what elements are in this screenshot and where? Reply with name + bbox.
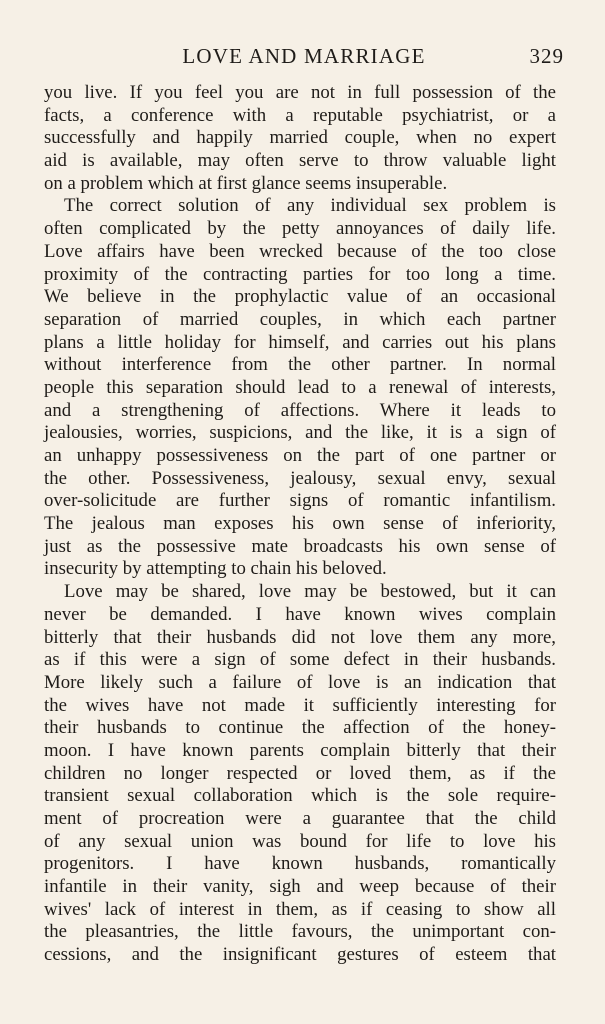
- text-line: of any sexual union was bound for life to love his: [44, 830, 556, 852]
- text-line: The correct solution of any individual sex problem is: [64, 195, 556, 217]
- text-line: without interference from the other partner. In normal: [44, 354, 556, 376]
- text-line: over-solicitude are further signs of romantic infantilism.: [44, 490, 556, 512]
- text-line: as if this were a sign of some defect in their husbands.: [44, 649, 556, 671]
- text-line: children no longer respected or loved them, as if the: [44, 762, 556, 784]
- text-line: an unhappy possessiveness on the part of one partner or: [44, 445, 556, 466]
- text-line: proximity of the contracting parties for too long a time.: [44, 263, 556, 285]
- body-text: [44, 82, 556, 967]
- text-line: infantile in their vanity, sigh and weep because of their: [44, 876, 556, 898]
- running-head: [44, 44, 564, 74]
- text-line: ment of procreation were a guarantee that the child: [44, 808, 556, 829]
- text-line: and a strengthening of affections. Where it leads to: [44, 399, 556, 421]
- text-line: often complicated by the petty annoyances of daily life.: [44, 218, 556, 240]
- text-line: facts, a conference with a reputable psychiatrist, or a: [44, 104, 556, 126]
- text-line: Love may be shared, love may be bestowed, but it can: [64, 581, 556, 603]
- text-line: successfully and happily married couple, when no expert: [44, 127, 556, 149]
- text-line: wives' lack of interest in them, as if ceasing to show all: [44, 898, 556, 920]
- text-line: the other. Possessiveness, jealousy, sexual envy, sexual: [44, 467, 556, 489]
- text-line: people this separation should lead to a renewal of interests,: [44, 376, 556, 398]
- text-line: Love affairs have been wrecked because of the too close: [44, 240, 556, 262]
- text-line: insecurity by attempting to chain his beloved.: [44, 558, 387, 580]
- text-line: separation of married couples, in which each partner: [44, 308, 556, 330]
- text-line: the wives have not made it sufficiently interesting for: [44, 694, 556, 716]
- text-line: you live. If you feel you are not in full possession of the: [44, 82, 556, 103]
- text-line: just as the possessive mate broadcasts his own sense of: [44, 535, 556, 557]
- text-line: their husbands to continue the affection of the honey-: [44, 717, 556, 739]
- text-line: We believe in the prophylactic value of an occasional: [44, 286, 556, 308]
- text-line: aid is available, may often serve to throw valuable light: [44, 150, 556, 172]
- text-line: progenitors. I have known husbands, romantically: [44, 853, 556, 875]
- text-line: The jealous man exposes his own sense of inferiority,: [44, 513, 556, 535]
- page-number: 329: [529, 44, 564, 68]
- text-line: the pleasantries, the little favours, the unimportant con-: [44, 921, 556, 943]
- text-line: moon. I have known parents complain bitterly that their: [44, 739, 556, 761]
- chapter-title: LOVE AND MARRIAGE: [182, 44, 426, 68]
- text-line: transient sexual collaboration which is the sole require-: [44, 785, 556, 807]
- text-line: jealousies, worries, suspicions, and the like, it is a sign of: [44, 422, 556, 444]
- text-line: on a problem which at first glance seems insuperable.: [44, 172, 448, 194]
- text-line: never be demanded. I have known wives complain: [44, 603, 556, 625]
- text-line: plans a little holiday for himself, and carries out his plans: [44, 331, 556, 353]
- text-line: cessions, and the insignificant gestures of esteem that: [44, 944, 556, 966]
- text-line: More likely such a failure of love is an indication that: [44, 671, 556, 693]
- text-line: bitterly that their husbands did not love them any more,: [44, 626, 556, 648]
